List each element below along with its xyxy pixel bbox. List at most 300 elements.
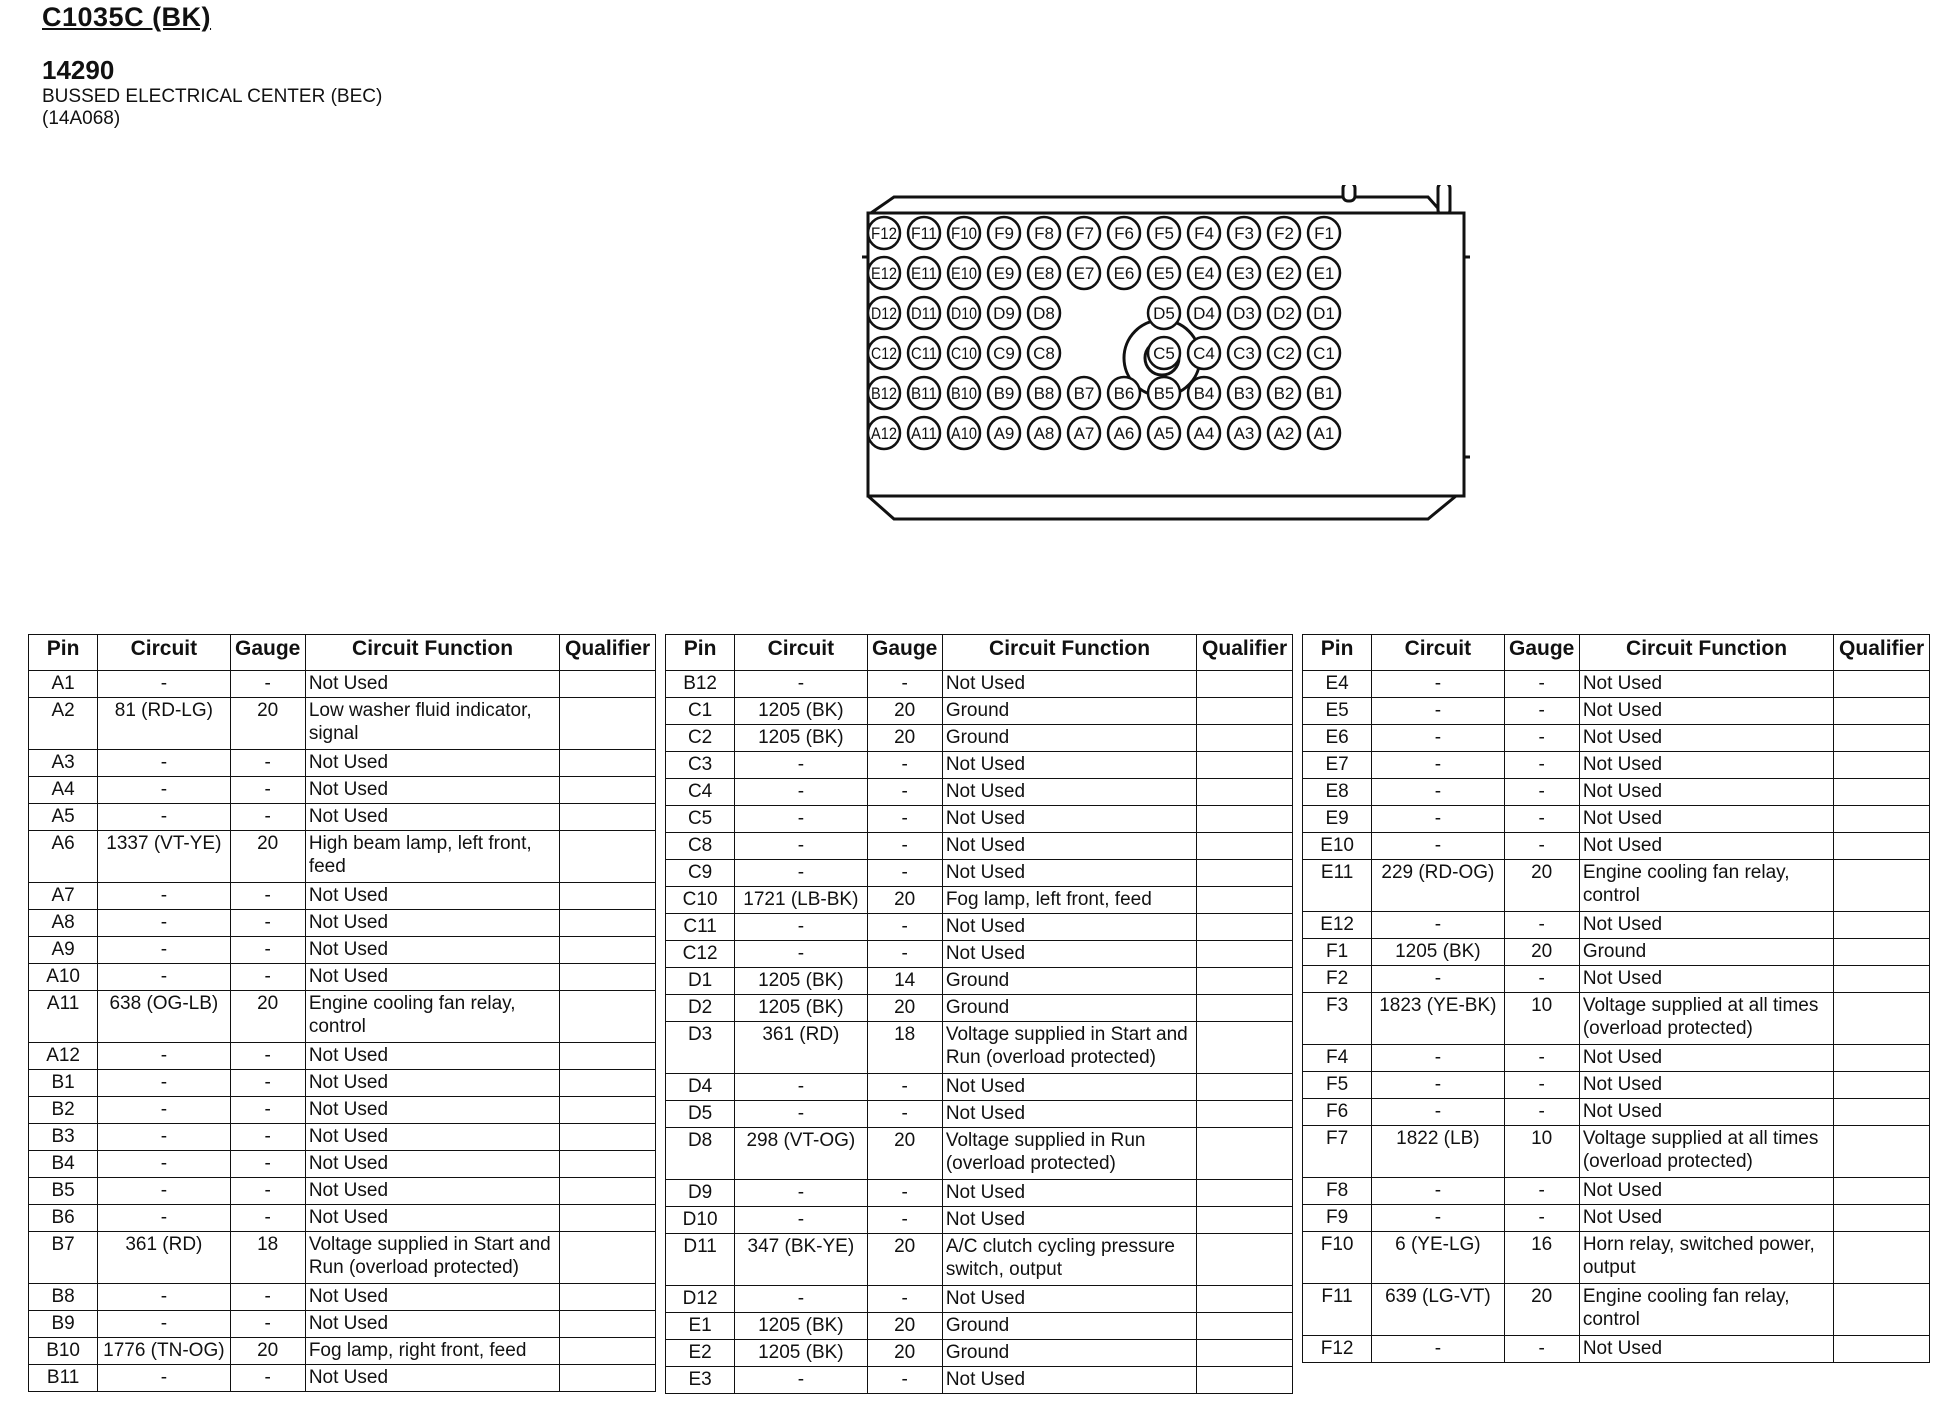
table-row (1303, 1099, 1930, 1126)
qualifier-cell (560, 1311, 656, 1338)
pin-a10 (948, 417, 980, 449)
function-cell: Not Used (942, 1207, 1196, 1234)
pin-cell: D3 (666, 1022, 735, 1074)
table-header-row (1303, 635, 1930, 671)
circuit-cell: - (1372, 1045, 1504, 1072)
pin-cell: F1 (1303, 939, 1372, 966)
pin-b1 (1308, 377, 1340, 409)
gauge-cell: - (867, 779, 942, 806)
pin-cell: F11 (1303, 1284, 1372, 1336)
circuit-cell: - (1372, 752, 1504, 779)
qualifier-cell (1197, 1074, 1293, 1101)
pin-d8 (1028, 297, 1060, 329)
pin-label: A5 (1153, 424, 1175, 443)
gauge-cell: - (867, 1101, 942, 1128)
qualifier-cell (1197, 1313, 1293, 1340)
table-row (666, 1022, 1293, 1074)
pin-label: F2 (1274, 224, 1294, 243)
table-row (29, 1070, 656, 1097)
pin-label: D1 (1313, 304, 1335, 323)
pin-f4 (1188, 217, 1220, 249)
qualifier-cell (1197, 833, 1293, 860)
circuit-cell: 1822 (LB) (1372, 1126, 1504, 1178)
circuit-cell: 1721 (LB-BK) (735, 887, 867, 914)
pin-c5 (1148, 337, 1180, 369)
pin-cell: F5 (1303, 1072, 1372, 1099)
circuit-cell: - (735, 1207, 867, 1234)
pin-label: C1 (1313, 344, 1335, 363)
connector-outline (860, 185, 1470, 525)
qualifier-cell (560, 991, 656, 1043)
qualifier-cell (1197, 1234, 1293, 1286)
function-cell: Horn relay, switched power, output (1579, 1232, 1833, 1284)
header-pin: Pin (29, 635, 98, 671)
gauge-cell: 20 (867, 725, 942, 752)
pin-label: C12 (871, 344, 897, 363)
gauge-cell: 20 (230, 831, 305, 883)
pin-a8 (1028, 417, 1060, 449)
function-cell: Not Used (305, 1178, 559, 1205)
circuit-cell: - (735, 941, 867, 968)
pin-cell: A7 (29, 883, 98, 910)
function-cell: Fog lamp, right front, feed (305, 1338, 559, 1365)
gauge-cell: 20 (1504, 860, 1579, 912)
circuit-cell: 347 (BK-YE) (735, 1234, 867, 1286)
gauge-cell: 20 (867, 995, 942, 1022)
table-row (29, 991, 656, 1043)
gauge-cell: - (230, 1178, 305, 1205)
gauge-cell: 20 (230, 1338, 305, 1365)
table-row (1303, 860, 1930, 912)
function-cell: Not Used (1579, 1099, 1833, 1126)
pin-label: D3 (1233, 304, 1255, 323)
pin-cell: B4 (29, 1151, 98, 1178)
function-cell: Not Used (305, 1365, 559, 1392)
pin-c3 (1228, 337, 1260, 369)
pin-label: F6 (1114, 224, 1134, 243)
circuit-cell: 81 (RD-LG) (98, 698, 230, 750)
qualifier-cell (560, 831, 656, 883)
qualifier-cell (1834, 725, 1930, 752)
pin-cell: A6 (29, 831, 98, 883)
gauge-cell: - (1504, 698, 1579, 725)
pin-cell: C10 (666, 887, 735, 914)
circuit-cell: - (735, 1286, 867, 1313)
pin-label: C9 (993, 344, 1015, 363)
pin-a1 (1308, 417, 1340, 449)
pin-cell: F3 (1303, 993, 1372, 1045)
pin-f6 (1108, 217, 1140, 249)
pin-c1 (1308, 337, 1340, 369)
pin-label: B3 (1233, 384, 1255, 403)
qualifier-cell (1834, 860, 1930, 912)
function-cell: Engine cooling fan relay, control (1579, 860, 1833, 912)
pin-e12 (868, 257, 900, 289)
circuit-cell: - (1372, 912, 1504, 939)
pin-b6 (1108, 377, 1140, 409)
function-cell: Not Used (942, 941, 1196, 968)
gauge-cell: 14 (867, 968, 942, 995)
circuit-cell: - (98, 1205, 230, 1232)
pin-label: E5 (1153, 264, 1175, 283)
pin-f8 (1028, 217, 1060, 249)
pin-label: E10 (951, 264, 977, 283)
gauge-cell: - (867, 671, 942, 698)
function-cell: Not Used (305, 1070, 559, 1097)
table-row (1303, 1072, 1930, 1099)
pin-label: C2 (1273, 344, 1295, 363)
circuit-cell: - (1372, 671, 1504, 698)
function-cell: Voltage supplied at all times (overload protected) (1579, 1126, 1833, 1178)
header-circuit: Circuit (735, 635, 867, 671)
table-row (666, 995, 1293, 1022)
circuit-cell: 361 (RD) (98, 1232, 230, 1284)
gauge-cell: 20 (1504, 939, 1579, 966)
pin-cell: E10 (1303, 833, 1372, 860)
gauge-cell: 16 (1504, 1232, 1579, 1284)
circuit-cell: 1205 (BK) (1372, 939, 1504, 966)
function-cell: Voltage supplied at all times (overload protected) (1579, 993, 1833, 1045)
table-row (1303, 1045, 1930, 1072)
pin-label: C5 (1153, 344, 1175, 363)
function-cell: Not Used (305, 937, 559, 964)
gauge-cell: - (230, 1124, 305, 1151)
pin-cell: D8 (666, 1128, 735, 1180)
function-cell: Not Used (305, 804, 559, 831)
table-row (1303, 752, 1930, 779)
pin-cell: D5 (666, 1101, 735, 1128)
table-row (29, 883, 656, 910)
circuit-cell: - (98, 883, 230, 910)
qualifier-cell (560, 964, 656, 991)
pin-label: C11 (911, 344, 937, 363)
pin-e3 (1228, 257, 1260, 289)
function-cell: Voltage supplied in Start and Run (overload protected) (942, 1022, 1196, 1074)
qualifier-cell (560, 1365, 656, 1392)
pin-cell: D11 (666, 1234, 735, 1286)
function-cell: Not Used (305, 1124, 559, 1151)
pin-label: D10 (951, 304, 977, 323)
table-row (666, 941, 1293, 968)
pin-b4 (1188, 377, 1220, 409)
gauge-cell: - (230, 750, 305, 777)
pin-cell: B9 (29, 1311, 98, 1338)
qualifier-cell (1834, 1178, 1930, 1205)
part-description: BUSSED ELECTRICAL CENTER (BEC) (42, 86, 383, 107)
pin-cell: A12 (29, 1043, 98, 1070)
pin-c11 (908, 337, 940, 369)
pin-label: A3 (1233, 424, 1255, 443)
function-cell: Not Used (305, 1311, 559, 1338)
pin-label: C4 (1193, 344, 1215, 363)
gauge-cell: 20 (867, 887, 942, 914)
pin-cell: E4 (1303, 671, 1372, 698)
gauge-cell: - (230, 1205, 305, 1232)
function-cell: Not Used (1579, 833, 1833, 860)
gauge-cell: - (867, 1286, 942, 1313)
gauge-cell: - (867, 806, 942, 833)
pin-cell: C5 (666, 806, 735, 833)
pin-label: B1 (1313, 384, 1335, 403)
qualifier-cell (1197, 698, 1293, 725)
pin-label: E9 (993, 264, 1015, 283)
gauge-cell: - (230, 964, 305, 991)
qualifier-cell (560, 1178, 656, 1205)
pin-cell: A10 (29, 964, 98, 991)
function-cell: Not Used (305, 1097, 559, 1124)
gauge-cell: - (1504, 1178, 1579, 1205)
pin-cell: C2 (666, 725, 735, 752)
table-row (1303, 1178, 1930, 1205)
function-cell: Not Used (942, 1286, 1196, 1313)
qualifier-cell (1834, 779, 1930, 806)
pin-cell: C12 (666, 941, 735, 968)
function-cell: Ground (942, 995, 1196, 1022)
table-row (29, 777, 656, 804)
pin-f7 (1068, 217, 1100, 249)
pin-cell: C8 (666, 833, 735, 860)
table-row (1303, 993, 1930, 1045)
qualifier-cell (1834, 912, 1930, 939)
circuit-cell: - (98, 750, 230, 777)
pin-label: E11 (911, 264, 937, 283)
table-row (1303, 671, 1930, 698)
pin-cell: F10 (1303, 1232, 1372, 1284)
pin-cell: A5 (29, 804, 98, 831)
table-row (29, 937, 656, 964)
pin-b10 (948, 377, 980, 409)
pin-cell: E9 (1303, 806, 1372, 833)
header-qualifier: Qualifier (560, 635, 656, 671)
qualifier-cell (1834, 939, 1930, 966)
qualifier-cell (560, 1151, 656, 1178)
pin-cell: B11 (29, 1365, 98, 1392)
connector-face-diagram (860, 185, 1470, 525)
circuit-cell: 6 (YE-LG) (1372, 1232, 1504, 1284)
function-cell: Voltage supplied in Run (overload protected) (942, 1128, 1196, 1180)
pin-label: C8 (1033, 344, 1055, 363)
function-cell: Not Used (305, 750, 559, 777)
qualifier-cell (1197, 1022, 1293, 1074)
pin-e6 (1108, 257, 1140, 289)
gauge-cell: - (230, 671, 305, 698)
header-pin: Pin (1303, 635, 1372, 671)
gauge-cell: - (1504, 966, 1579, 993)
pin-cell: A1 (29, 671, 98, 698)
qualifier-cell (1197, 941, 1293, 968)
qualifier-cell (1834, 698, 1930, 725)
qualifier-cell (1834, 752, 1930, 779)
qualifier-cell (1834, 1072, 1930, 1099)
gauge-cell: - (1504, 1045, 1579, 1072)
function-cell: Not Used (1579, 1205, 1833, 1232)
circuit-cell: - (1372, 698, 1504, 725)
pin-label: D5 (1153, 304, 1175, 323)
circuit-cell: - (98, 804, 230, 831)
gauge-cell: - (867, 1074, 942, 1101)
gauge-cell: - (230, 937, 305, 964)
pin-label: E3 (1233, 264, 1255, 283)
qualifier-cell (1197, 1367, 1293, 1394)
pin-cell: A9 (29, 937, 98, 964)
table-row (666, 1286, 1293, 1313)
pin-b7 (1068, 377, 1100, 409)
qualifier-cell (1197, 779, 1293, 806)
table-row (666, 1313, 1293, 1340)
qualifier-cell (560, 750, 656, 777)
circuit-cell: 1205 (BK) (735, 1340, 867, 1367)
circuit-cell: - (98, 671, 230, 698)
table-row (29, 1284, 656, 1311)
pin-a6 (1108, 417, 1140, 449)
gauge-cell: 20 (867, 1313, 942, 1340)
pin-cell: D1 (666, 968, 735, 995)
function-cell: Ground (942, 698, 1196, 725)
pin-label: B11 (911, 384, 937, 403)
table-row (1303, 806, 1930, 833)
pin-b2 (1268, 377, 1300, 409)
pin-label: F10 (951, 224, 977, 243)
circuit-cell: - (735, 1101, 867, 1128)
table-row (1303, 1126, 1930, 1178)
pin-b5 (1148, 377, 1180, 409)
pin-b11 (908, 377, 940, 409)
pin-cell: C4 (666, 779, 735, 806)
gauge-cell: - (230, 910, 305, 937)
pin-a3 (1228, 417, 1260, 449)
pin-label: A6 (1113, 424, 1135, 443)
table-row (29, 750, 656, 777)
gauge-cell: - (867, 914, 942, 941)
function-cell: Ground (942, 968, 1196, 995)
table-row (666, 779, 1293, 806)
circuit-cell: - (98, 1178, 230, 1205)
qualifier-cell (560, 1124, 656, 1151)
function-cell: High beam lamp, left front, feed (305, 831, 559, 883)
qualifier-cell (1197, 968, 1293, 995)
pin-label: E8 (1033, 264, 1055, 283)
circuit-cell: 361 (RD) (735, 1022, 867, 1074)
table-row (666, 1367, 1293, 1394)
qualifier-cell (1197, 1340, 1293, 1367)
part-code: (14A068) (42, 108, 121, 129)
pin-f12 (868, 217, 900, 249)
table-row (666, 860, 1293, 887)
pin-cell: B12 (666, 671, 735, 698)
pin-cell: F4 (1303, 1045, 1372, 1072)
function-cell: Not Used (1579, 698, 1833, 725)
header-qualifier: Qualifier (1197, 635, 1293, 671)
qualifier-cell (560, 1338, 656, 1365)
pin-e8 (1028, 257, 1060, 289)
pin-cell: D9 (666, 1180, 735, 1207)
function-cell: Not Used (1579, 806, 1833, 833)
gauge-cell: - (230, 777, 305, 804)
function-cell: Ground (1579, 939, 1833, 966)
pin-label: F5 (1154, 224, 1174, 243)
circuit-cell: 1205 (BK) (735, 995, 867, 1022)
pin-cell: B5 (29, 1178, 98, 1205)
pin-a2 (1268, 417, 1300, 449)
pin-label: B4 (1193, 384, 1215, 403)
circuit-cell: - (98, 937, 230, 964)
pin-label: A10 (951, 424, 977, 443)
pin-d1 (1308, 297, 1340, 329)
gauge-cell: 20 (1504, 1284, 1579, 1336)
function-cell: Not Used (1579, 725, 1833, 752)
circuit-cell: - (98, 1151, 230, 1178)
header-function: Circuit Function (942, 635, 1196, 671)
pin-d9 (988, 297, 1020, 329)
circuit-cell: - (1372, 1205, 1504, 1232)
qualifier-cell (1197, 995, 1293, 1022)
pin-cell: D12 (666, 1286, 735, 1313)
function-cell: Not Used (305, 883, 559, 910)
header-gauge: Gauge (230, 635, 305, 671)
table-row (666, 725, 1293, 752)
qualifier-cell (1197, 1101, 1293, 1128)
pin-e4 (1188, 257, 1220, 289)
pin-b3 (1228, 377, 1260, 409)
gauge-cell: - (867, 752, 942, 779)
qualifier-cell (1197, 725, 1293, 752)
function-cell: Not Used (305, 777, 559, 804)
table-row (666, 1340, 1293, 1367)
gauge-cell: 20 (867, 1128, 942, 1180)
function-cell: Not Used (305, 671, 559, 698)
function-cell: Ground (942, 725, 1196, 752)
qualifier-cell (1834, 806, 1930, 833)
table-row (1303, 939, 1930, 966)
table-row (29, 1124, 656, 1151)
pin-f9 (988, 217, 1020, 249)
pin-cell: B6 (29, 1205, 98, 1232)
pin-label: A4 (1193, 424, 1215, 443)
table-row (666, 887, 1293, 914)
circuit-cell: - (1372, 966, 1504, 993)
pin-d5 (1148, 297, 1180, 329)
pin-label: F8 (1034, 224, 1054, 243)
gauge-cell: - (230, 1365, 305, 1392)
function-cell: Not Used (942, 752, 1196, 779)
pin-cell: F6 (1303, 1099, 1372, 1126)
circuit-cell: - (1372, 1099, 1504, 1126)
gauge-cell: - (1504, 912, 1579, 939)
circuit-cell: 1776 (TN-OG) (98, 1338, 230, 1365)
pin-cell: E5 (1303, 698, 1372, 725)
pin-a7 (1068, 417, 1100, 449)
pin-cell: C1 (666, 698, 735, 725)
table-row (666, 1074, 1293, 1101)
gauge-cell: - (230, 1043, 305, 1070)
pin-cell: E6 (1303, 725, 1372, 752)
pin-e11 (908, 257, 940, 289)
pin-label: F3 (1234, 224, 1254, 243)
qualifier-cell (1197, 1207, 1293, 1234)
pin-e10 (948, 257, 980, 289)
function-cell: Not Used (305, 1043, 559, 1070)
pin-label: E4 (1193, 264, 1215, 283)
function-cell: Not Used (1579, 671, 1833, 698)
pin-f11 (908, 217, 940, 249)
function-cell: Not Used (305, 1205, 559, 1232)
function-cell: Not Used (942, 860, 1196, 887)
pin-d2 (1268, 297, 1300, 329)
header-function: Circuit Function (305, 635, 559, 671)
pin-cell: E8 (1303, 779, 1372, 806)
pin-a9 (988, 417, 1020, 449)
function-cell: Not Used (1579, 1178, 1833, 1205)
